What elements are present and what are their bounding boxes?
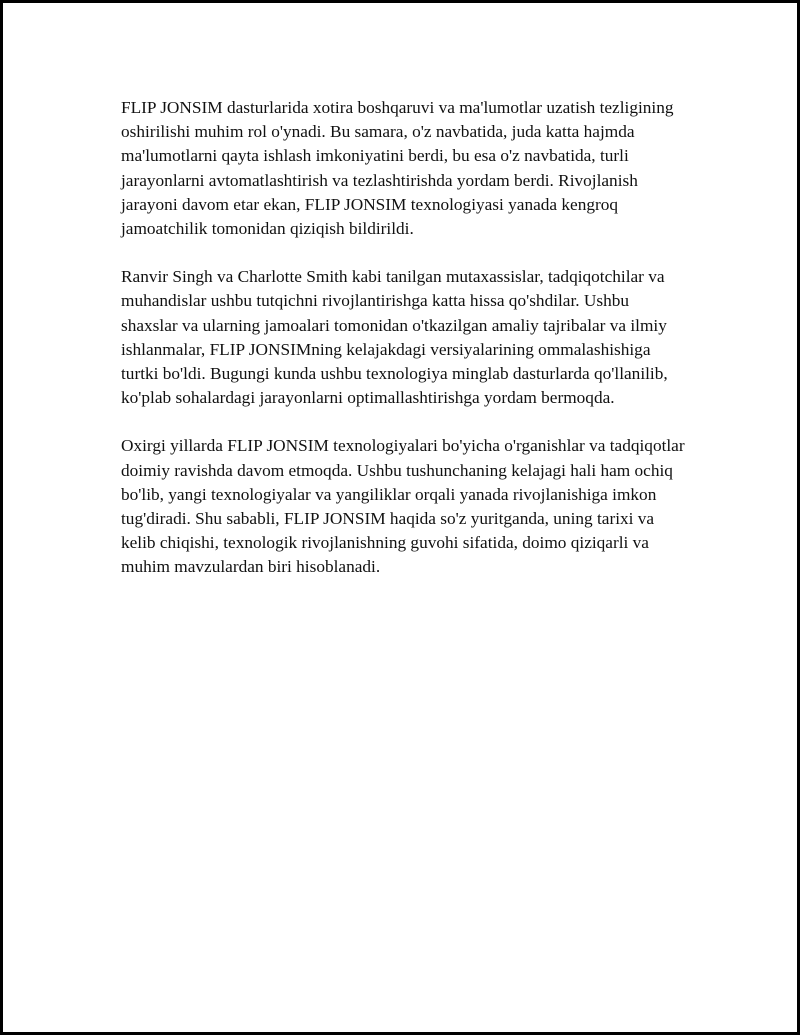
paragraph-3: Oxirgi yillarda FLIP JONSIM texnologiyalari bo'yicha o'rganishlar va tadqiqotlar doimiy ravishda davom etmoqda. Ushbu tushunchaning kelajagi hali ham ochiq bo'lib, yangi texnologiyalar va yangiliklar orqali yanada rivojlanishiga imkon tug'diradi. Shu sababli, FLIP JONSIM haqida so'z yuritganda, uning tarixi va kelib chiqishi, texnologik rivojlanishning guvohi sifatida, doimo qiziqarli va muhim mavzulardan biri hisoblanadi.	[121, 436, 685, 577]
paragraph-2: Ranvir Singh va Charlotte Smith kabi tanilgan mutaxassislar, tadqiqotchilar va muhandislar ushbu tutqichni rivojlantirishga katta hissa qo'shdilar. Ushbu shaxslar va ularning jamoalari tomonidan o'tkazilgan amaliy tajribalar va ilmiy ishlanmalar, FLIP JONSIMning kelajakdagi versiyalarining ommalashishiga turtki bo'ldi. Bugungi kunda ushbu texnologiya minglab dasturlarda qo'llanilib, ko'plab sohalardagi jarayonlarni optimallashtirishga yordam bermoqda.	[121, 267, 668, 408]
document-body	[121, 96, 686, 604]
paragraph-1: FLIP JONSIM dasturlarida xotira boshqaruvi va ma'lumotlar uzatish tezligining oshirilishi muhim rol o'ynadi. Bu samara, o'z navbatida, juda katta hajmda ma'lumotlarni qayta ishlash imkoniyatini berdi, bu esa o'z navbatida, turli jarayonlarni avtomatlashtirish va tezlashtirishda yordam berdi. Rivojlanish jarayoni davom etar ekan, FLIP JONSIM texnologiyasi yanada kengroq jamoatchilik tomonidan qiziqish bildirildi.	[121, 98, 674, 239]
